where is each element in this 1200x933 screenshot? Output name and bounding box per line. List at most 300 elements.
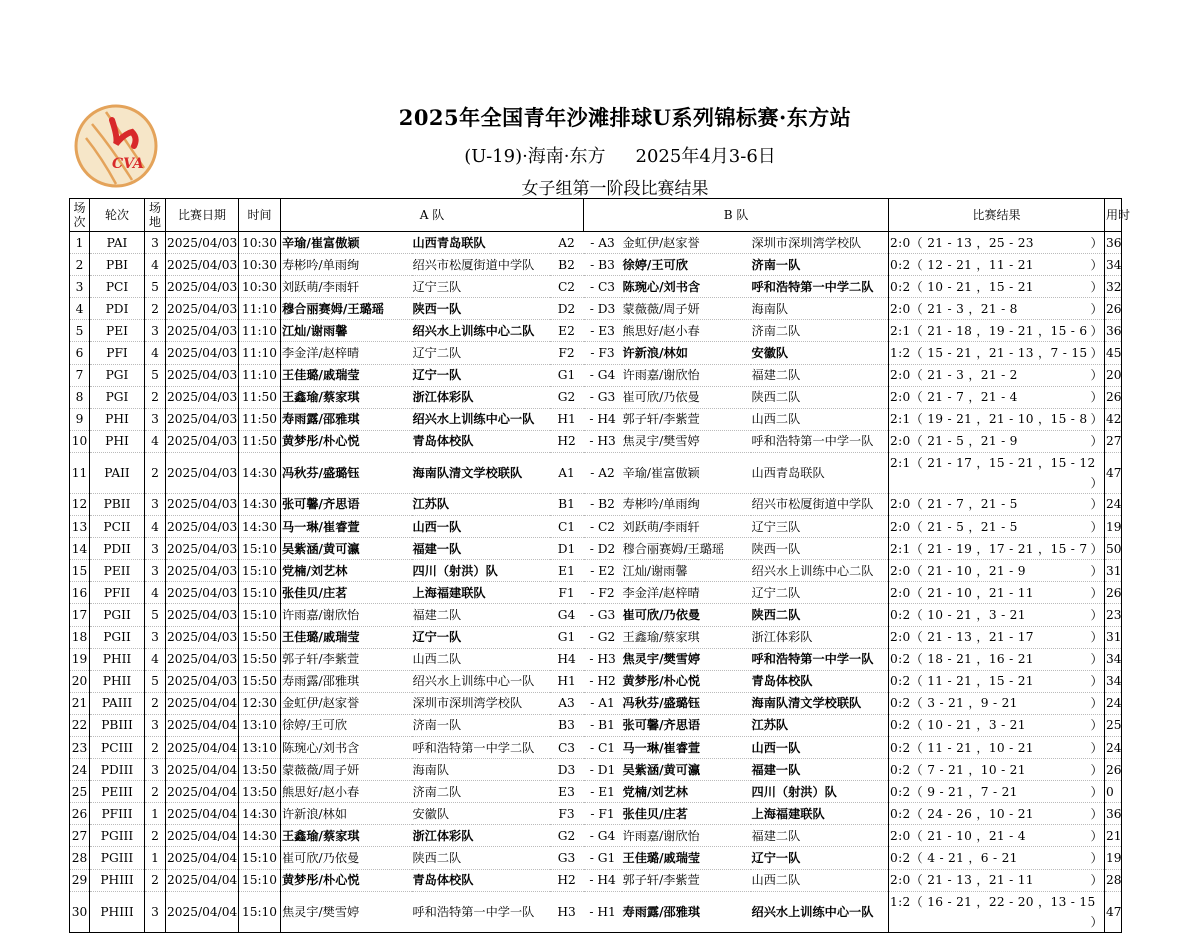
match-round: PHII bbox=[90, 670, 145, 692]
versus-dash: - bbox=[590, 346, 599, 361]
team-b-code bbox=[584, 386, 622, 408]
match-result bbox=[889, 232, 1105, 254]
team-b-players: 许雨嘉/谢欣怡 bbox=[622, 364, 751, 386]
match-duration: 24 bbox=[1105, 493, 1122, 515]
result-close-paren: ） bbox=[1090, 519, 1104, 534]
match-result bbox=[889, 320, 1105, 342]
team-b-name: 绍兴市松厦街道中学队 bbox=[751, 493, 889, 515]
versus-dash: - bbox=[590, 497, 599, 512]
match-time: 14:30 bbox=[239, 516, 281, 538]
team-a-players: 刘跃萌/李雨轩 bbox=[281, 276, 412, 298]
match-result bbox=[889, 538, 1105, 560]
results-table bbox=[69, 198, 1131, 933]
team-b-players: 王佳璐/戚瑞莹 bbox=[622, 847, 751, 869]
match-court: 3 bbox=[145, 232, 166, 254]
match-time: 15:10 bbox=[239, 582, 281, 604]
team-b-name: 绍兴水上训练中心一队 bbox=[751, 891, 889, 932]
team-a-players: 冯秋芬/盛璐钰 bbox=[281, 452, 412, 493]
match-time: 15:10 bbox=[239, 604, 281, 626]
match-no: 14 bbox=[70, 538, 90, 560]
match-court: 5 bbox=[145, 364, 166, 386]
result-close-paren: ） bbox=[1090, 412, 1104, 427]
logo-text: CVA bbox=[112, 156, 144, 172]
team-a-name: 青岛体校队 bbox=[412, 869, 550, 891]
match-row bbox=[70, 825, 1122, 847]
match-no: 6 bbox=[70, 342, 90, 364]
team-a-name: 辽宁二队 bbox=[412, 342, 550, 364]
match-time: 14:30 bbox=[239, 452, 281, 493]
result-close-paren: ） bbox=[1090, 850, 1104, 865]
team-a-name: 济南二队 bbox=[412, 781, 550, 803]
match-round: PCIII bbox=[90, 736, 145, 758]
match-result bbox=[889, 692, 1105, 714]
match-duration: 34 bbox=[1105, 254, 1122, 276]
match-row bbox=[70, 408, 1122, 430]
team-b-code bbox=[584, 582, 622, 604]
match-court: 3 bbox=[145, 538, 166, 560]
match-no: 29 bbox=[70, 869, 90, 891]
match-result bbox=[889, 386, 1105, 408]
result-close-paren: ） bbox=[1090, 674, 1104, 689]
match-date: 2025/04/04 bbox=[166, 847, 239, 869]
match-round: PDI bbox=[90, 298, 145, 320]
versus-dash: - bbox=[590, 696, 599, 711]
match-no: 1 bbox=[70, 232, 90, 254]
match-duration: 19 bbox=[1105, 516, 1122, 538]
match-date: 2025/04/03 bbox=[166, 538, 239, 560]
team-b-code bbox=[584, 320, 622, 342]
match-court: 2 bbox=[145, 298, 166, 320]
team-b-name: 安徽队 bbox=[751, 342, 889, 364]
team-b-code bbox=[584, 692, 622, 714]
match-row bbox=[70, 298, 1122, 320]
versus-dash: - bbox=[589, 740, 598, 755]
team-a-name: 山西一队 bbox=[412, 516, 550, 538]
team-a-code: G1 bbox=[550, 626, 584, 648]
match-duration: 26 bbox=[1105, 582, 1122, 604]
team-b-code-text: H4 bbox=[597, 873, 616, 888]
team-a-players: 许新浪/林如 bbox=[281, 803, 412, 825]
match-row bbox=[70, 386, 1122, 408]
team-b-code-text: D2 bbox=[597, 541, 616, 556]
team-b-name: 辽宁一队 bbox=[751, 847, 889, 869]
team-b-code-text: G3 bbox=[597, 607, 616, 622]
match-duration: 28 bbox=[1105, 869, 1122, 891]
match-row bbox=[70, 254, 1122, 276]
team-b-players: 张可馨/齐思语 bbox=[622, 714, 751, 736]
match-round: PFIII bbox=[90, 803, 145, 825]
match-row bbox=[70, 582, 1122, 604]
match-round: PGIII bbox=[90, 847, 145, 869]
match-date: 2025/04/03 bbox=[166, 364, 239, 386]
match-round: PHIII bbox=[90, 869, 145, 891]
match-round: PBIII bbox=[90, 714, 145, 736]
team-b-code bbox=[584, 276, 622, 298]
result-text: 2:0（ 21 - 5 ，21 - 9 bbox=[890, 434, 1018, 449]
match-time: 13:10 bbox=[239, 714, 281, 736]
team-b-code-text: B2 bbox=[598, 497, 615, 512]
match-date: 2025/04/04 bbox=[166, 803, 239, 825]
team-b-code-text: B3 bbox=[598, 257, 615, 272]
team-b-code-text: H1 bbox=[597, 904, 616, 919]
result-text: 1:2（ 15 - 21 ，21 - 13 ，7 - 15 bbox=[890, 346, 1088, 361]
result-text: 0:2（ 11 - 21 ，10 - 21 bbox=[890, 740, 1034, 755]
match-no: 26 bbox=[70, 803, 90, 825]
team-a-code: H2 bbox=[550, 869, 584, 891]
team-b-code bbox=[584, 648, 622, 670]
team-a-code: E1 bbox=[550, 560, 584, 582]
match-duration: 42 bbox=[1105, 408, 1122, 430]
result-close-paren: ） bbox=[1090, 346, 1104, 361]
match-time: 13:10 bbox=[239, 736, 281, 758]
result-text: 2:0（ 21 - 7 ，21 - 4 bbox=[890, 390, 1018, 405]
team-b-players: 郭子轩/李紫萱 bbox=[622, 869, 751, 891]
match-row bbox=[70, 891, 1122, 932]
match-result bbox=[889, 560, 1105, 582]
match-row bbox=[70, 493, 1122, 515]
team-a-players: 王佳璐/戚瑞莹 bbox=[281, 626, 412, 648]
match-row bbox=[70, 626, 1122, 648]
match-no: 2 bbox=[70, 254, 90, 276]
match-court: 5 bbox=[145, 670, 166, 692]
match-date: 2025/04/03 bbox=[166, 430, 239, 452]
result-text: 2:0（ 21 - 10 ，21 - 11 bbox=[890, 585, 1034, 600]
team-a-code: H2 bbox=[550, 430, 584, 452]
team-b-code bbox=[584, 781, 622, 803]
match-time: 10:30 bbox=[239, 276, 281, 298]
match-court: 4 bbox=[145, 430, 166, 452]
result-text: 2:1（ 21 - 19 ，17 - 21 ，15 - 7 bbox=[890, 541, 1088, 556]
versus-dash: - bbox=[589, 674, 598, 689]
match-duration: 20 bbox=[1105, 364, 1122, 386]
match-time: 11:10 bbox=[239, 342, 281, 364]
match-court: 2 bbox=[145, 825, 166, 847]
match-duration: 36 bbox=[1105, 320, 1122, 342]
match-round: PAIII bbox=[90, 692, 145, 714]
result-close-paren: ） bbox=[1090, 873, 1104, 888]
match-result bbox=[889, 276, 1105, 298]
team-b-players: 金虹伊/赵家誉 bbox=[622, 232, 751, 254]
match-result bbox=[889, 254, 1105, 276]
team-a-name: 山西二队 bbox=[412, 648, 550, 670]
result-close-paren: ） bbox=[1090, 390, 1104, 405]
team-b-name: 呼和浩特第一中学一队 bbox=[751, 648, 889, 670]
result-text: 0:2（ 4 - 21 ，6 - 21 bbox=[890, 850, 1018, 865]
match-result bbox=[889, 342, 1105, 364]
team-b-name: 呼和浩特第一中学一队 bbox=[751, 430, 889, 452]
team-a-code: F2 bbox=[550, 342, 584, 364]
match-row bbox=[70, 714, 1122, 736]
team-b-name: 济南一队 bbox=[751, 254, 889, 276]
team-a-name: 福建一队 bbox=[412, 538, 550, 560]
match-duration: 34 bbox=[1105, 670, 1122, 692]
team-a-players: 寿雨露/邵雅琪 bbox=[281, 408, 412, 430]
event-date: 2025年4月3-6日 bbox=[635, 146, 776, 167]
versus-dash: - bbox=[590, 257, 599, 272]
team-b-name: 济南二队 bbox=[751, 320, 889, 342]
team-a-players: 张佳贝/庄茗 bbox=[281, 582, 412, 604]
versus-dash: - bbox=[589, 279, 598, 294]
result-text: 2:0（ 21 - 3 ，21 - 8 bbox=[890, 301, 1018, 316]
versus-dash: - bbox=[589, 434, 598, 449]
match-court: 2 bbox=[145, 781, 166, 803]
match-round: PGI bbox=[90, 386, 145, 408]
versus-dash: - bbox=[590, 784, 599, 799]
match-court: 2 bbox=[145, 452, 166, 493]
match-duration: 36 bbox=[1105, 232, 1122, 254]
match-row bbox=[70, 869, 1122, 891]
match-time: 15:50 bbox=[239, 648, 281, 670]
team-a-code: D1 bbox=[550, 538, 584, 560]
match-court: 4 bbox=[145, 516, 166, 538]
results-body bbox=[70, 232, 1122, 933]
team-b-name: 福建一队 bbox=[751, 759, 889, 781]
team-b-code-text: C1 bbox=[597, 740, 616, 755]
match-time: 13:50 bbox=[239, 759, 281, 781]
team-b-code bbox=[584, 891, 622, 932]
match-court: 2 bbox=[145, 869, 166, 891]
result-close-paren: ） bbox=[1090, 828, 1104, 843]
team-b-name: 青岛体校队 bbox=[751, 670, 889, 692]
team-b-players: 焦灵宇/樊雪婷 bbox=[622, 430, 751, 452]
team-a-name: 安徽队 bbox=[412, 803, 550, 825]
match-time: 15:10 bbox=[239, 560, 281, 582]
match-row bbox=[70, 759, 1122, 781]
match-round: PHI bbox=[90, 408, 145, 430]
match-result bbox=[889, 714, 1105, 736]
match-round: PGII bbox=[90, 604, 145, 626]
match-time: 15:10 bbox=[239, 869, 281, 891]
team-b-name: 辽宁二队 bbox=[751, 582, 889, 604]
match-time: 10:30 bbox=[239, 254, 281, 276]
result-text: 0:2（ 3 - 21 ，9 - 21 bbox=[890, 696, 1018, 711]
match-result bbox=[889, 803, 1105, 825]
result-close-paren: ） bbox=[1090, 652, 1104, 667]
match-date: 2025/04/04 bbox=[166, 759, 239, 781]
team-b-code-text: G4 bbox=[597, 828, 616, 843]
match-row bbox=[70, 538, 1122, 560]
match-court: 3 bbox=[145, 493, 166, 515]
team-a-code: D3 bbox=[550, 759, 584, 781]
team-b-players: 郭子轩/李紫萱 bbox=[622, 408, 751, 430]
team-b-players: 刘跃萌/李雨轩 bbox=[622, 516, 751, 538]
team-a-code: B1 bbox=[550, 493, 584, 515]
col-team-a: A 队 bbox=[281, 199, 584, 232]
team-a-code: G3 bbox=[550, 847, 584, 869]
team-b-players: 崔可欣/乃依曼 bbox=[622, 604, 751, 626]
match-duration: 32 bbox=[1105, 276, 1122, 298]
match-no: 5 bbox=[70, 320, 90, 342]
team-b-code bbox=[584, 364, 622, 386]
match-result bbox=[889, 582, 1105, 604]
match-round: PCI bbox=[90, 276, 145, 298]
versus-dash: - bbox=[589, 873, 598, 888]
result-close-paren: ） bbox=[1090, 323, 1104, 338]
match-row bbox=[70, 670, 1122, 692]
result-text: 0:2（ 11 - 21 ，15 - 21 bbox=[890, 674, 1034, 689]
match-duration: 34 bbox=[1105, 648, 1122, 670]
match-no: 21 bbox=[70, 692, 90, 714]
match-round: PHII bbox=[90, 648, 145, 670]
result-text: 0:2（ 10 - 21 ，15 - 21 bbox=[890, 279, 1034, 294]
team-a-players: 穆合丽赛姆/王璐瑶 bbox=[281, 298, 412, 320]
match-round: PEI bbox=[90, 320, 145, 342]
match-result bbox=[889, 648, 1105, 670]
team-b-code bbox=[584, 714, 622, 736]
team-a-name: 辽宁一队 bbox=[412, 364, 550, 386]
match-row bbox=[70, 232, 1122, 254]
team-a-name: 四川（射洪）队 bbox=[412, 560, 550, 582]
result-text: 2:0（ 21 - 13 ，25 - 23 bbox=[890, 235, 1034, 250]
match-date: 2025/04/04 bbox=[166, 714, 239, 736]
table-header-row bbox=[70, 199, 1122, 232]
result-close-paren: ） bbox=[1090, 585, 1104, 600]
team-b-players: 穆合丽赛姆/王璐瑶 bbox=[622, 538, 751, 560]
team-a-players: 焦灵宇/樊雪婷 bbox=[281, 891, 412, 932]
match-round: PEII bbox=[90, 560, 145, 582]
team-b-code bbox=[584, 430, 622, 452]
result-text: 2:0（ 21 - 7 ，21 - 5 bbox=[890, 497, 1018, 512]
team-b-code bbox=[584, 538, 622, 560]
team-a-players: 黄梦彤/朴心悦 bbox=[281, 869, 412, 891]
result-text: 0:2（ 18 - 21 ，16 - 21 bbox=[890, 652, 1034, 667]
team-b-name: 辽宁三队 bbox=[751, 516, 889, 538]
match-court: 3 bbox=[145, 714, 166, 736]
match-no: 27 bbox=[70, 825, 90, 847]
match-round: PHIII bbox=[90, 891, 145, 932]
match-row bbox=[70, 516, 1122, 538]
match-date: 2025/04/03 bbox=[166, 254, 239, 276]
team-a-players: 吴紫涵/黄可瀛 bbox=[281, 538, 412, 560]
match-time: 11:10 bbox=[239, 364, 281, 386]
result-close-paren: ） bbox=[1090, 762, 1104, 777]
match-result bbox=[889, 847, 1105, 869]
team-a-name: 山西青岛联队 bbox=[412, 232, 550, 254]
versus-dash: - bbox=[590, 718, 599, 733]
match-date: 2025/04/04 bbox=[166, 692, 239, 714]
match-round: PFI bbox=[90, 342, 145, 364]
team-a-name: 济南一队 bbox=[412, 714, 550, 736]
match-no: 25 bbox=[70, 781, 90, 803]
team-b-code bbox=[584, 408, 622, 430]
team-a-players: 王佳璐/戚瑞莹 bbox=[281, 364, 412, 386]
result-close-paren: ） bbox=[1090, 279, 1104, 294]
result-close-paren: ） bbox=[1090, 497, 1104, 512]
team-b-name: 海南队清文学校联队 bbox=[751, 692, 889, 714]
team-b-code-text: E1 bbox=[598, 784, 615, 799]
match-no: 10 bbox=[70, 430, 90, 452]
match-no: 8 bbox=[70, 386, 90, 408]
result-text: 0:2（ 10 - 21 ，3 - 21 bbox=[890, 607, 1026, 622]
match-row bbox=[70, 648, 1122, 670]
match-duration: 21 bbox=[1105, 825, 1122, 847]
versus-dash: - bbox=[589, 652, 598, 667]
team-a-name: 陕西二队 bbox=[412, 847, 550, 869]
team-b-players: 徐婷/王可欣 bbox=[622, 254, 751, 276]
match-court: 4 bbox=[145, 254, 166, 276]
team-a-players: 熊思好/赵小春 bbox=[281, 781, 412, 803]
versus-dash: - bbox=[589, 630, 598, 645]
match-result bbox=[889, 759, 1105, 781]
match-duration: 24 bbox=[1105, 736, 1122, 758]
match-date: 2025/04/03 bbox=[166, 320, 239, 342]
match-time: 14:30 bbox=[239, 803, 281, 825]
match-duration: 24 bbox=[1105, 692, 1122, 714]
team-b-name: 江苏队 bbox=[751, 714, 889, 736]
versus-dash: - bbox=[589, 368, 598, 383]
team-b-code-text: H4 bbox=[597, 412, 616, 427]
match-duration: 23 bbox=[1105, 604, 1122, 626]
versus-dash: - bbox=[589, 390, 598, 405]
team-b-code-text: E3 bbox=[598, 323, 615, 338]
result-close-paren: ） bbox=[1090, 718, 1104, 733]
team-b-players: 辛瑜/崔富傲颖 bbox=[622, 452, 751, 493]
match-date: 2025/04/03 bbox=[166, 604, 239, 626]
match-no: 3 bbox=[70, 276, 90, 298]
match-court: 2 bbox=[145, 692, 166, 714]
team-a-code: H1 bbox=[550, 670, 584, 692]
team-b-name: 山西二队 bbox=[751, 408, 889, 430]
team-a-code: F1 bbox=[550, 582, 584, 604]
match-no: 12 bbox=[70, 493, 90, 515]
team-b-code bbox=[584, 493, 622, 515]
team-a-players: 郭子轩/李紫萱 bbox=[281, 648, 412, 670]
team-a-players: 马一琳/崔睿萱 bbox=[281, 516, 412, 538]
team-b-code-text: D1 bbox=[597, 762, 616, 777]
match-date: 2025/04/04 bbox=[166, 781, 239, 803]
versus-dash: - bbox=[590, 465, 599, 480]
team-a-code: B2 bbox=[550, 254, 584, 276]
section-title: 女子组第一阶段比赛结果 bbox=[521, 179, 709, 199]
result-text: 2:0（ 21 - 5 ，21 - 5 bbox=[890, 519, 1018, 534]
versus-dash: - bbox=[589, 519, 598, 534]
team-a-name: 辽宁一队 bbox=[412, 626, 550, 648]
result-close-paren: ） bbox=[1090, 696, 1104, 711]
team-b-code-text: H2 bbox=[597, 674, 616, 689]
team-b-name: 陕西二队 bbox=[751, 386, 889, 408]
match-court: 3 bbox=[145, 408, 166, 430]
team-b-code-text: D3 bbox=[597, 301, 616, 316]
match-no: 7 bbox=[70, 364, 90, 386]
team-a-name: 江苏队 bbox=[412, 493, 550, 515]
match-result bbox=[889, 364, 1105, 386]
team-a-code: H3 bbox=[550, 891, 584, 932]
team-a-code: A1 bbox=[550, 452, 584, 493]
match-round: PFII bbox=[90, 582, 145, 604]
team-b-code-text: A3 bbox=[598, 235, 615, 250]
match-time: 11:10 bbox=[239, 320, 281, 342]
match-time: 14:30 bbox=[239, 493, 281, 515]
match-time: 11:50 bbox=[239, 386, 281, 408]
team-b-players: 焦灵宇/樊雪婷 bbox=[622, 648, 751, 670]
team-a-players: 党楠/刘艺林 bbox=[281, 560, 412, 582]
team-a-players: 金虹伊/赵家誉 bbox=[281, 692, 412, 714]
match-duration: 26 bbox=[1105, 759, 1122, 781]
team-b-name: 上海福建联队 bbox=[751, 803, 889, 825]
match-time: 11:50 bbox=[239, 430, 281, 452]
match-no: 18 bbox=[70, 626, 90, 648]
versus-dash: - bbox=[590, 585, 599, 600]
team-b-players: 许雨嘉/谢欣怡 bbox=[622, 825, 751, 847]
team-b-code bbox=[584, 232, 622, 254]
team-b-code-text: F2 bbox=[598, 585, 615, 600]
match-duration: 47 bbox=[1105, 891, 1122, 932]
team-a-code: C2 bbox=[550, 276, 584, 298]
team-b-code bbox=[584, 759, 622, 781]
team-b-code-text: G4 bbox=[597, 368, 616, 383]
team-b-players: 寿彬吟/单雨绚 bbox=[622, 493, 751, 515]
versus-dash: - bbox=[589, 850, 598, 865]
